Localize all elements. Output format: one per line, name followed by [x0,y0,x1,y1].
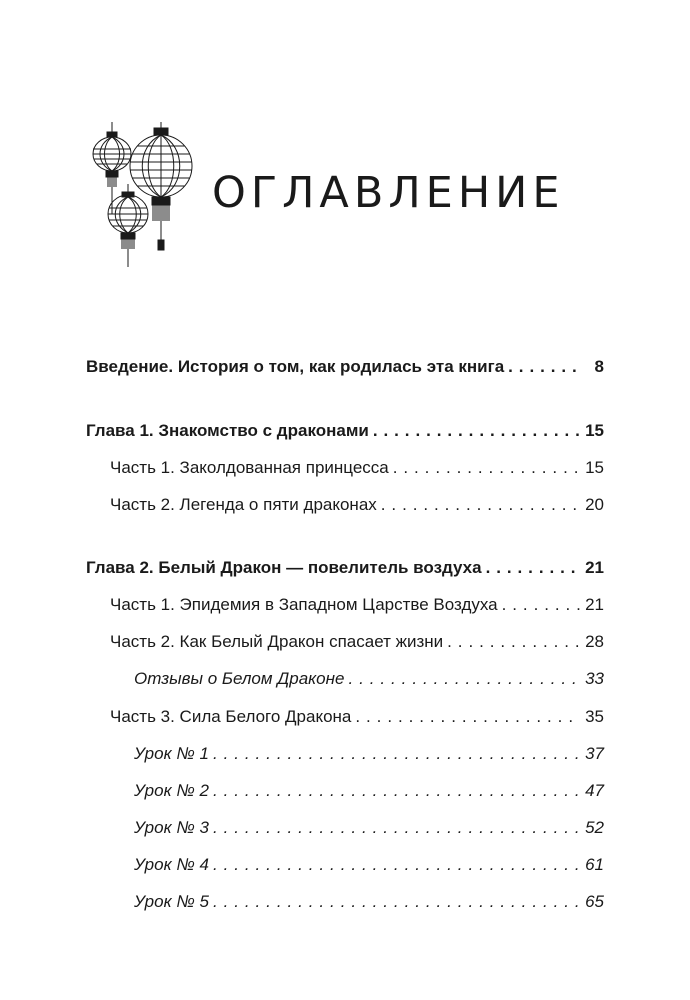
leader-dots [355,704,580,730]
toc-entry-page: 35 [585,707,604,726]
toc-entry[interactable] [134,778,604,804]
leader-dots [447,629,580,655]
toc-entry-page: 8 [594,357,604,376]
toc-entry-title: Отзывы о Белом Драконе [134,669,345,688]
toc-entry-page: 33 [585,669,604,688]
toc-entry[interactable] [110,592,604,618]
leader-dots [502,592,580,618]
toc-entry-page: 28 [585,632,604,651]
toc-entry[interactable] [110,629,604,655]
toc-entry[interactable] [134,815,604,841]
toc-entry[interactable] [134,889,604,915]
leader-dots [486,555,580,581]
leader-dots [213,741,580,767]
toc-entry-page: 65 [585,892,604,911]
toc-entry-title: Урок № 4 [134,855,209,874]
toc-entry[interactable] [110,455,604,481]
leader-dots [393,455,580,481]
page-title: ОГЛАВЛЕНИЕ [212,168,565,218]
toc-entry-title: Глава 2. Белый Дракон — повелитель воздуха [86,558,482,577]
toc-entry[interactable] [86,555,604,581]
toc-entry-title: Часть 1. Эпидемия в Западном Царстве Воздуха [110,595,498,614]
toc-entry[interactable] [110,492,604,518]
toc-entry-page: 47 [585,781,604,800]
leader-dots [213,778,580,804]
toc-entry-page: 61 [585,855,604,874]
toc-entry-page: 21 [585,595,604,614]
toc-entry-title: Урок № 3 [134,818,209,837]
toc-entry-title: Урок № 2 [134,781,209,800]
toc-entry[interactable] [86,418,604,444]
toc-entry-title: Часть 1. Заколдованная принцесса [110,458,389,477]
leader-dots [381,492,580,518]
toc-entry-page: 52 [585,818,604,837]
leader-dots [508,354,580,380]
toc-entry-title: Введение. История о том, как родилась эта книга [86,357,505,376]
leader-dots [348,666,580,692]
toc-entry-page: 37 [585,744,604,763]
toc-entry-page: 21 [585,558,604,577]
toc-entry[interactable] [86,354,604,380]
toc-entry[interactable] [134,666,604,692]
toc-entry-title: Урок № 1 [134,744,209,763]
leader-dots [213,852,580,878]
toc-entry[interactable] [134,741,604,767]
toc-entry-title: Часть 2. Легенда о пяти драконах [110,495,377,514]
toc-entry-page: 15 [585,421,604,440]
toc-entry-page: 15 [585,458,604,477]
toc-entry-title: Часть 2. Как Белый Дракон спасает жизни [110,632,444,651]
leader-dots [373,418,580,444]
toc-entry-title: Часть 3. Сила Белого Дракона [110,707,352,726]
toc-entry[interactable] [134,852,604,878]
toc-entry-title: Урок № 5 [134,892,209,911]
toc-entry[interactable] [110,704,604,730]
leader-dots [213,889,580,915]
toc-entry-title: Глава 1. Знакомство с драконами [86,421,369,440]
leader-dots [213,815,580,841]
lanterns-icon [78,122,198,270]
toc-entry-page: 20 [585,495,604,514]
